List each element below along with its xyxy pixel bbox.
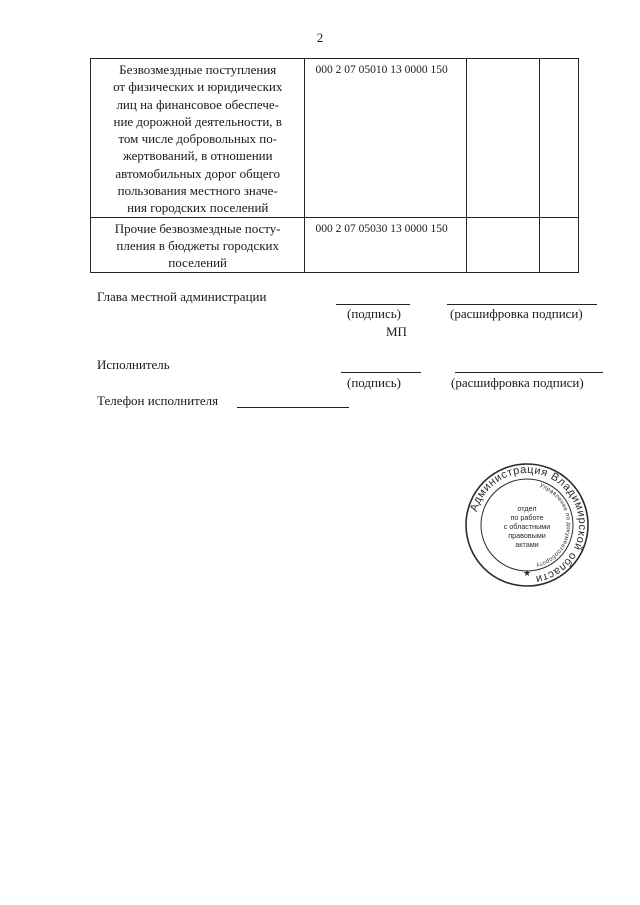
head-signature-line	[336, 304, 410, 305]
empty-amount-cell	[539, 59, 578, 218]
row-name-cell	[91, 217, 305, 272]
row-name-cell	[91, 59, 305, 218]
empty-amount-cell	[466, 59, 539, 218]
executor-signature-line	[341, 372, 421, 373]
phone-line	[237, 407, 349, 408]
table-row	[91, 217, 579, 272]
stamp-center-line: по работе	[510, 513, 544, 522]
row-name-line: том числе добровольных по-	[118, 131, 278, 147]
row-name-line: пользования местного значе-	[117, 183, 278, 199]
executor-decoding-line	[455, 372, 603, 373]
row-name-line: автомобильных дорог общего	[115, 165, 281, 181]
empty-amount-cell	[539, 217, 578, 272]
stamp-star-icon: ★	[522, 568, 532, 578]
row-name-line: Безвозмездные поступления	[119, 62, 277, 77]
phone-label: Телефон исполнителя	[97, 393, 219, 408]
stamp-outer-text: Администрация Владимирской области	[467, 463, 589, 586]
page-number: 2	[316, 30, 324, 45]
row-name-line: поселений	[168, 255, 228, 271]
row-name-line: лиц на финансовое обеспече-	[116, 96, 279, 112]
empty-amount-cell	[466, 217, 539, 272]
row-name-line: пления в бюджеты городских	[116, 237, 279, 253]
row-name-line: от физических и юридических	[113, 79, 283, 95]
head-signature-caption: (подпись)	[347, 306, 401, 321]
row-code-cell: 000 2 07 05030 13 0000 150	[305, 217, 466, 272]
executor-decoding-caption: (расшифровка подписи)	[451, 375, 584, 390]
row-code-cell: 000 2 07 05010 13 0000 150	[305, 59, 466, 218]
stamp-center-line: с областными	[503, 522, 551, 531]
executor-signature-caption: (подпись)	[347, 375, 401, 390]
official-stamp	[464, 462, 590, 588]
stamp-inner-text: Управление по документообороту	[535, 483, 572, 568]
budget-table	[90, 58, 579, 273]
head-label: Глава местной администрации	[97, 289, 267, 304]
stamp-center-line: отдел	[517, 504, 537, 513]
row-name-line: Прочие безвозмездные посту-	[114, 220, 281, 236]
table-row	[91, 59, 579, 218]
head-decoding-caption: (расшифровка подписи)	[450, 306, 583, 321]
head-decoding-line	[447, 304, 597, 305]
row-name-line: жертвований, в отношении	[122, 148, 273, 164]
seal-place-label: МП	[386, 324, 407, 339]
executor-label: Исполнитель	[97, 357, 170, 372]
stamp-center-line: актами	[515, 540, 539, 549]
row-name-line: ния городских поселений	[127, 200, 269, 216]
row-name-line: ние дорожной деятельности, в	[113, 113, 282, 129]
stamp-center-line: правовыми	[508, 531, 546, 540]
